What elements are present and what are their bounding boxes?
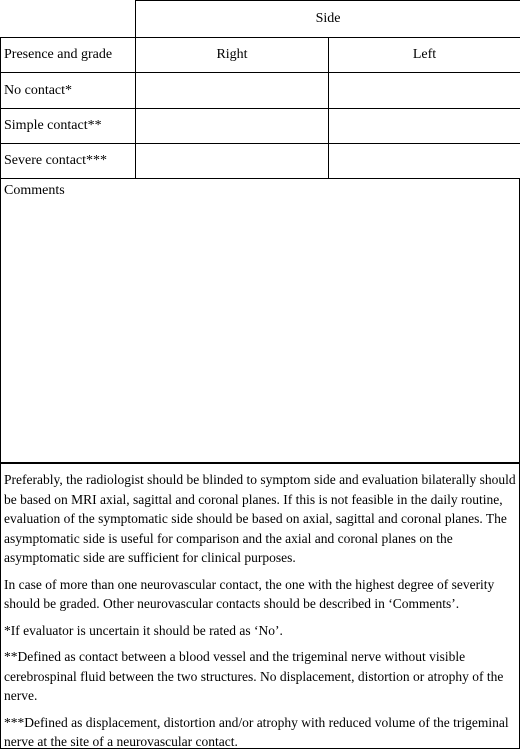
severe-contact-right-cell[interactable]	[136, 144, 329, 179]
side-header: Side	[136, 1, 520, 38]
row-label-severe-contact: Severe contact***	[1, 144, 136, 179]
grading-table	[0, 0, 520, 179]
note-blinding: Preferably, the radiologist should be blinded to symptom side and evaluation bilaterally should be based on MRI axial, sagittal and coronal planes. If this is not feasible in the daily routine, evaluation of the symptomatic side should be based on axial, sagittal and coronal planes. The asymptomatic side is useful for comparison and the axial and coronal planes on the asymptomatic side are sufficient for clinical purposes.	[1, 470, 519, 568]
note-multiple-contacts: In case of more than one neurovascular contact, the one with the highest degree of severity should be graded. Other neurovascular contacts should be described in ‘Comments’.	[1, 575, 519, 614]
simple-contact-left-cell[interactable]	[329, 109, 520, 144]
footnote-no-contact: *If evaluator is uncertain it should be rated as ‘No’.	[1, 621, 519, 641]
severe-contact-left-cell[interactable]	[329, 144, 520, 179]
presence-grade-header: Presence and grade	[1, 38, 136, 73]
footnote-severe-contact: ***Defined as displacement, distortion and/or atrophy with reduced volume of the trigeminal nerve at the site of a neurovascular contact.	[1, 713, 519, 752]
right-column-header: Right	[136, 38, 329, 73]
no-contact-left-cell[interactable]	[329, 73, 520, 109]
row-label-simple-contact: Simple contact**	[1, 109, 136, 144]
simple-contact-right-cell[interactable]	[136, 109, 329, 144]
footnote-simple-contact: **Defined as contact between a blood vessel and the trigeminal nerve without visible cerebrospinal fluid between the two structures. No displacement, distortion or atrophy of the nerve.	[1, 647, 519, 706]
instructions-notes	[0, 463, 520, 749]
comments-label: Comments	[1, 179, 519, 199]
row-label-no-contact: No contact*	[1, 73, 136, 109]
left-column-header: Left	[329, 38, 520, 73]
comments-box[interactable]	[0, 179, 520, 463]
empty-corner-cell	[1, 1, 136, 38]
no-contact-right-cell[interactable]	[136, 73, 329, 109]
